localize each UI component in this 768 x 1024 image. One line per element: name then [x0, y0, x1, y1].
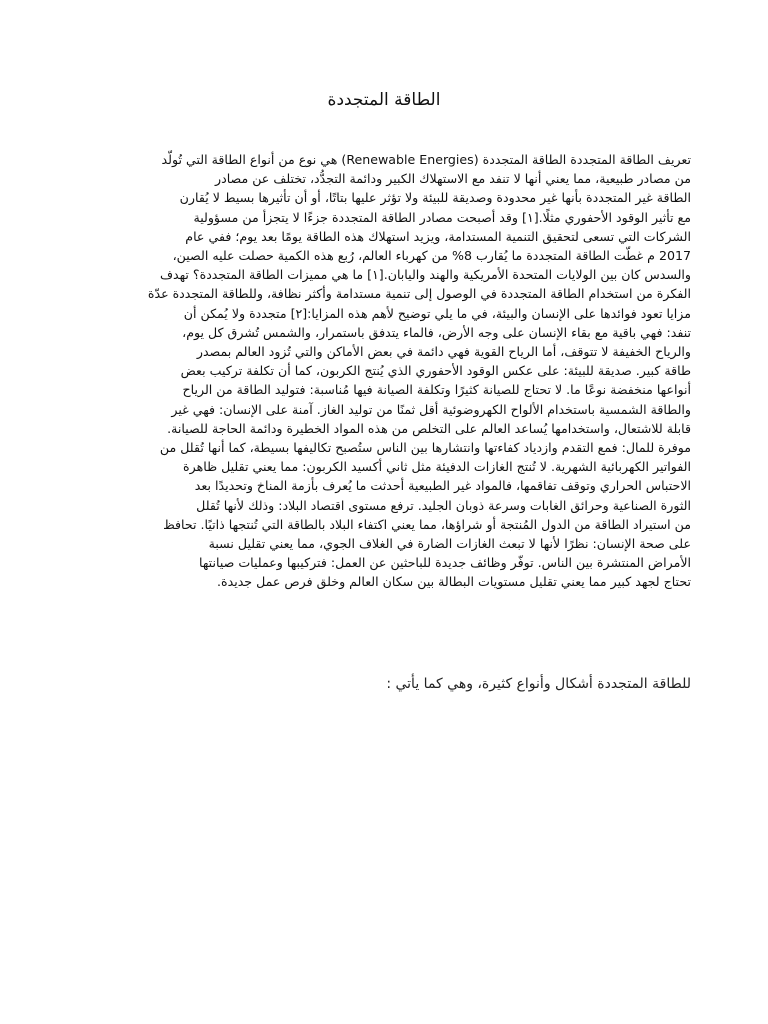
paragraph-line: الثورة الصناعية وحرائق الغابات وسرعة ذوبان الجليد. ترفع مستوى اقتصاد البلاد: وذلك لأنها تُقلل [196, 497, 691, 513]
paragraph-line: على صحة الإنسان: نظرًا لأنها لا تبعث الغازات الضارة في الغلاف الجوي، مما يعني تقليل نسبة [208, 536, 691, 552]
paragraph-line: موفرة للمال: فمع التقدم وازدياد كفاءتها وانتشارها بين الناس ستُصبح تكاليفها بسيطة، كما أنها تُقلل من [159, 440, 691, 456]
paragraph-line: من استيراد الطاقة من الدول المُنتجة أو شراؤها، مما يعني اكتفاء البلاد بالطاقة التي تُنتجها ذاتيًا. تحافظ [163, 516, 691, 532]
paragraph-line: من مصادر طبيعية، مما يعني أنها لا تنفد مع الاستهلاك الكبير ودائمة التجدُّد، تختلف عن مصادر [215, 171, 691, 187]
paragraph-line: الطاقة غير المتجددة بأنها غير محدودة وصديقة للبيئة ولا تؤثر عليها بتاتًا، أو أن تأثيرها بسيط لا يُقارن [179, 190, 691, 206]
paragraph-line: تحتاج لجهد كبير مما يعني تقليل مستويات البطالة بين سكان العالم وخلق فرص عمل جديدة. [216, 574, 691, 590]
paragraph-line: الاحتباس الحراري وتوقف تفاقمها، فالمواد غير الطبيعية أحدثت ما يُعرف بأزمة المناخ وتحديدًا بعد [194, 478, 691, 494]
paragraph-line: الأمراض المنتشرة بين الناس. توفّر وظائف جديدة للباحثين عن العمل: فتركيبها وعمليات صيانتها [199, 555, 691, 571]
document-title: الطاقة المتجددة [327, 90, 441, 110]
paragraph-line: والرياح الخفيفة لا تتوقف، أما الرياح القوية فهي دائمة في بعض الأماكن والتي تُزود العالم بمصدر [196, 344, 691, 360]
body-paragraph [75, 150, 691, 592]
paragraph-line: 2017 م غطّت الطاقة المتجددة ما يُقارب 8% من كهرباء العالم، رُبع هذه الكمية حصلت عليه الصين، [172, 248, 691, 264]
paragraph-line: تعريف الطاقة المتجددة الطاقة المتجددة (Renewable Energies) هي نوع من أنواع الطاقة التي تُولّد [161, 152, 691, 167]
paragraph-line: الفكرة من استخدام الطاقة المتجددة في الوصول إلى تنمية مستدامة وأكثر نظافة، وللطاقة المتجددة عدّة [147, 286, 691, 302]
paragraph-line: أنواعها منخفضة نوعًا ما. لا تحتاج للصيانة كثيرًا وتكلفة الصيانة فيها مُناسبة: فتوليد الطاقة من الرياح [182, 382, 691, 398]
paragraph-line: طاقة كبير. صديقة للبيئة: على عكس الوقود الأحفوري الذي يُنتج الكربون، كما أن تكلفة تركيب بعض [180, 363, 691, 379]
paragraph-line: قابلة للاشتعال، واستخدامها يُساعد العالم على التخلص من هذه المواد الخطيرة ودائمة الحاجة للصيانة. [167, 420, 691, 436]
paragraph-line: مع تأثير الوقود الأحفوري مثلًا.[١] وقد أصبحت مصادر الطاقة المتجددة جزءًا لا يتجزأ من مسؤولية [193, 209, 691, 225]
paragraph-line: الشركات التي تسعى لتحقيق التنمية المستدامة، ويزيد استهلاك هذه الطاقة يومًا بعد يوم؛ ففي عام [185, 228, 691, 244]
paragraph-line: الفواتير الكهربائية الشهرية. لا تُنتج الغازات الدفيئة مثل ثاني أكسيد الكربون: مما يعني تقليل ظاهرة [183, 459, 691, 475]
section-intro-text: للطاقة المتجددة أشكال وأنواع كثيرة، وهي كما يأتي : [386, 676, 691, 692]
paragraph-line: مزايا تعود فوائدها على الإنسان والبيئة، في ما يلي توضيح لأهم هذه المزايا:[٢] متجددة ولا يُمكن أن [183, 305, 691, 321]
paragraph-line: تنفد: فهي باقية مع بقاء الإنسان على وجه الأرض، فالماء يتدفق باستمرار، والشمس تُشرق كل يوم، [182, 324, 691, 340]
paragraph-line: والطاقة الشمسية باستخدام الألواح الكهروضوئية أقل ثمنًا من توليد الغاز. آمنة على الإنسان: فهي غير [171, 401, 691, 417]
paragraph-line: والسدس كان بين الولايات المتحدة الأمريكية والهند واليابان.[١] ما هي مميزات الطاقة المتجددة؟ تهدف [159, 267, 691, 283]
